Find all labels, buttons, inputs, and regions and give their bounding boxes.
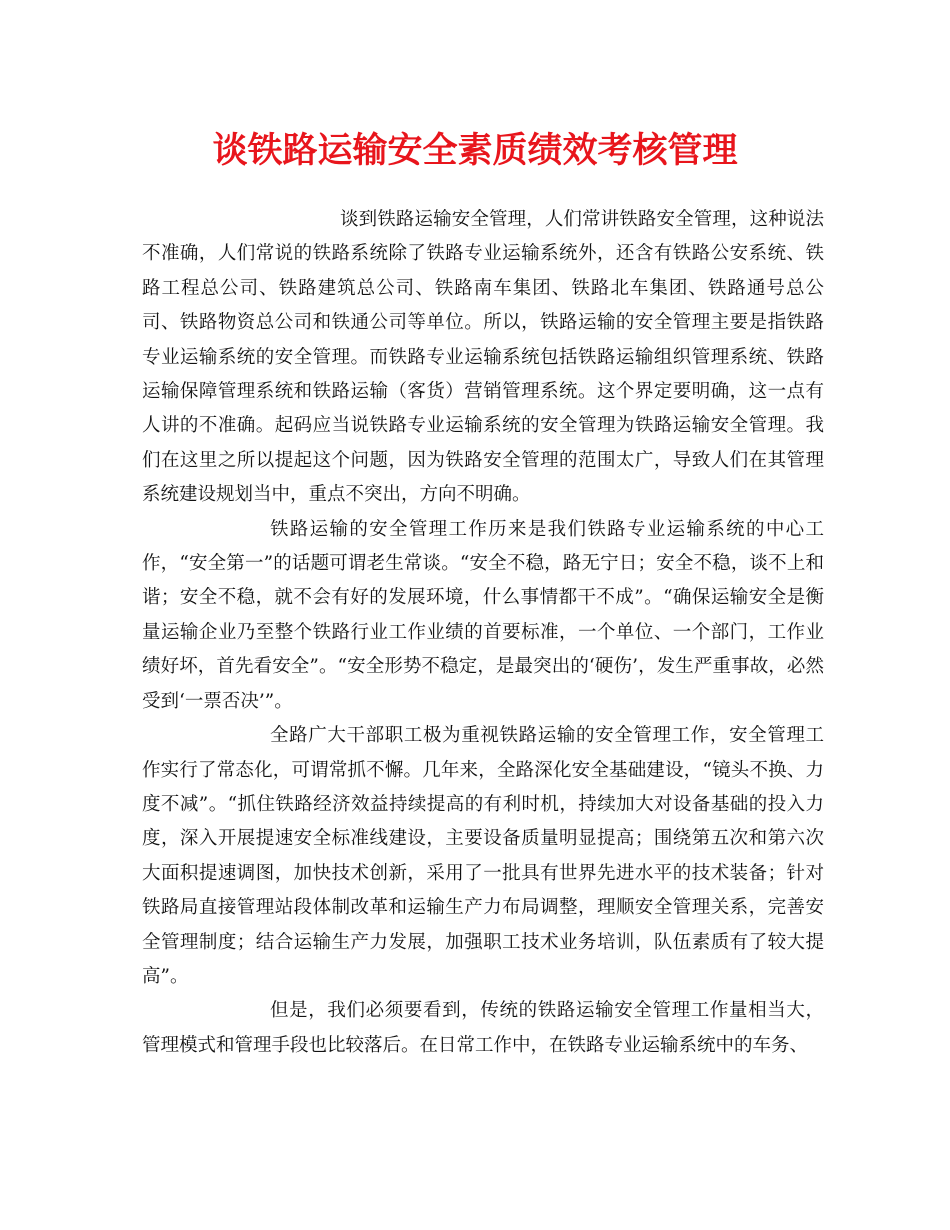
paragraph-1: 谈到铁路运输安全管理，人们常讲铁路安全管理，这种说法不准确，人们常说的铁路系统除了铁路专业运输系统外，还含有铁路公安系统、铁路工程总公司、铁路建筑总公司、铁路南车集团、铁路北车集团、铁路通号总公司、铁路物资总公司和铁通公司等单位。所以，铁路运输的安全管理主要是指铁路专业运输系统的安全管理。而铁路专业运输系统包括铁路运输组织管理系统、铁路运输保障管理系统和铁路运输（客货）营销管理系统。这个界定要明确，这一点有人讲的不准确。起码应当说铁路专业运输系统的安全管理为铁路运输安全管理。我们在这里之所以提起这个问题，因为铁路安全管理的范围太广，导致人们在其管理系统建设规划当中，重点不突出，方向不明确。	[142, 209, 824, 506]
paragraph-2: 铁路运输的安全管理工作历来是我们铁路专业运输系统的中心工作，“安全第一”的话题可谓老生常谈。“安全不稳，路无宁日；安全不稳，谈不上和谐；安全不稳，就不会有好的发展环境，什么事情都干不成”。“确保运输安全是衡量运输企业乃至整个铁路行业工作业绩的首要标准，一个单位、一个部门，工作业绩好坏，首先看安全”。“安全形势不稳定，是最突出的‘硬伤’，发生严重事故，必然受到‘一票否决’”。	[142, 518, 824, 712]
document-title: 谈铁路运输安全素质绩效考核管理	[212, 130, 738, 171]
paragraph-4: 但是，我们必须要看到，传统的铁路运输安全管理工作量相当大，管理模式和管理手段也比较落后。在日常工作中，在铁路专业运输系统中的车务、	[142, 1000, 824, 1056]
paragraph-3: 全路广大干部职工极为重视铁路运输的安全管理工作，安全管理工作实行了常态化，可谓常抓不懈。几年来，全路深化安全基础建设，“镜头不换、力度不减”。“抓住铁路经济效益持续提高的有利时机，持续加大对设备基础的投入力度，深入开展提速安全标准线建设，主要设备质量明显提高；围绕第五次和第六次大面积提速调图，加快技术创新，采用了一批具有世界先进水平的技术装备；针对铁路局直接管理站段体制改革和运输生产力布局调整，理顺安全管理关系，完善安全管理制度；结合运输生产力发展，加强职工技术业务培训，队伍素质有了较大提高”。	[142, 725, 824, 987]
document-body	[142, 203, 824, 1063]
